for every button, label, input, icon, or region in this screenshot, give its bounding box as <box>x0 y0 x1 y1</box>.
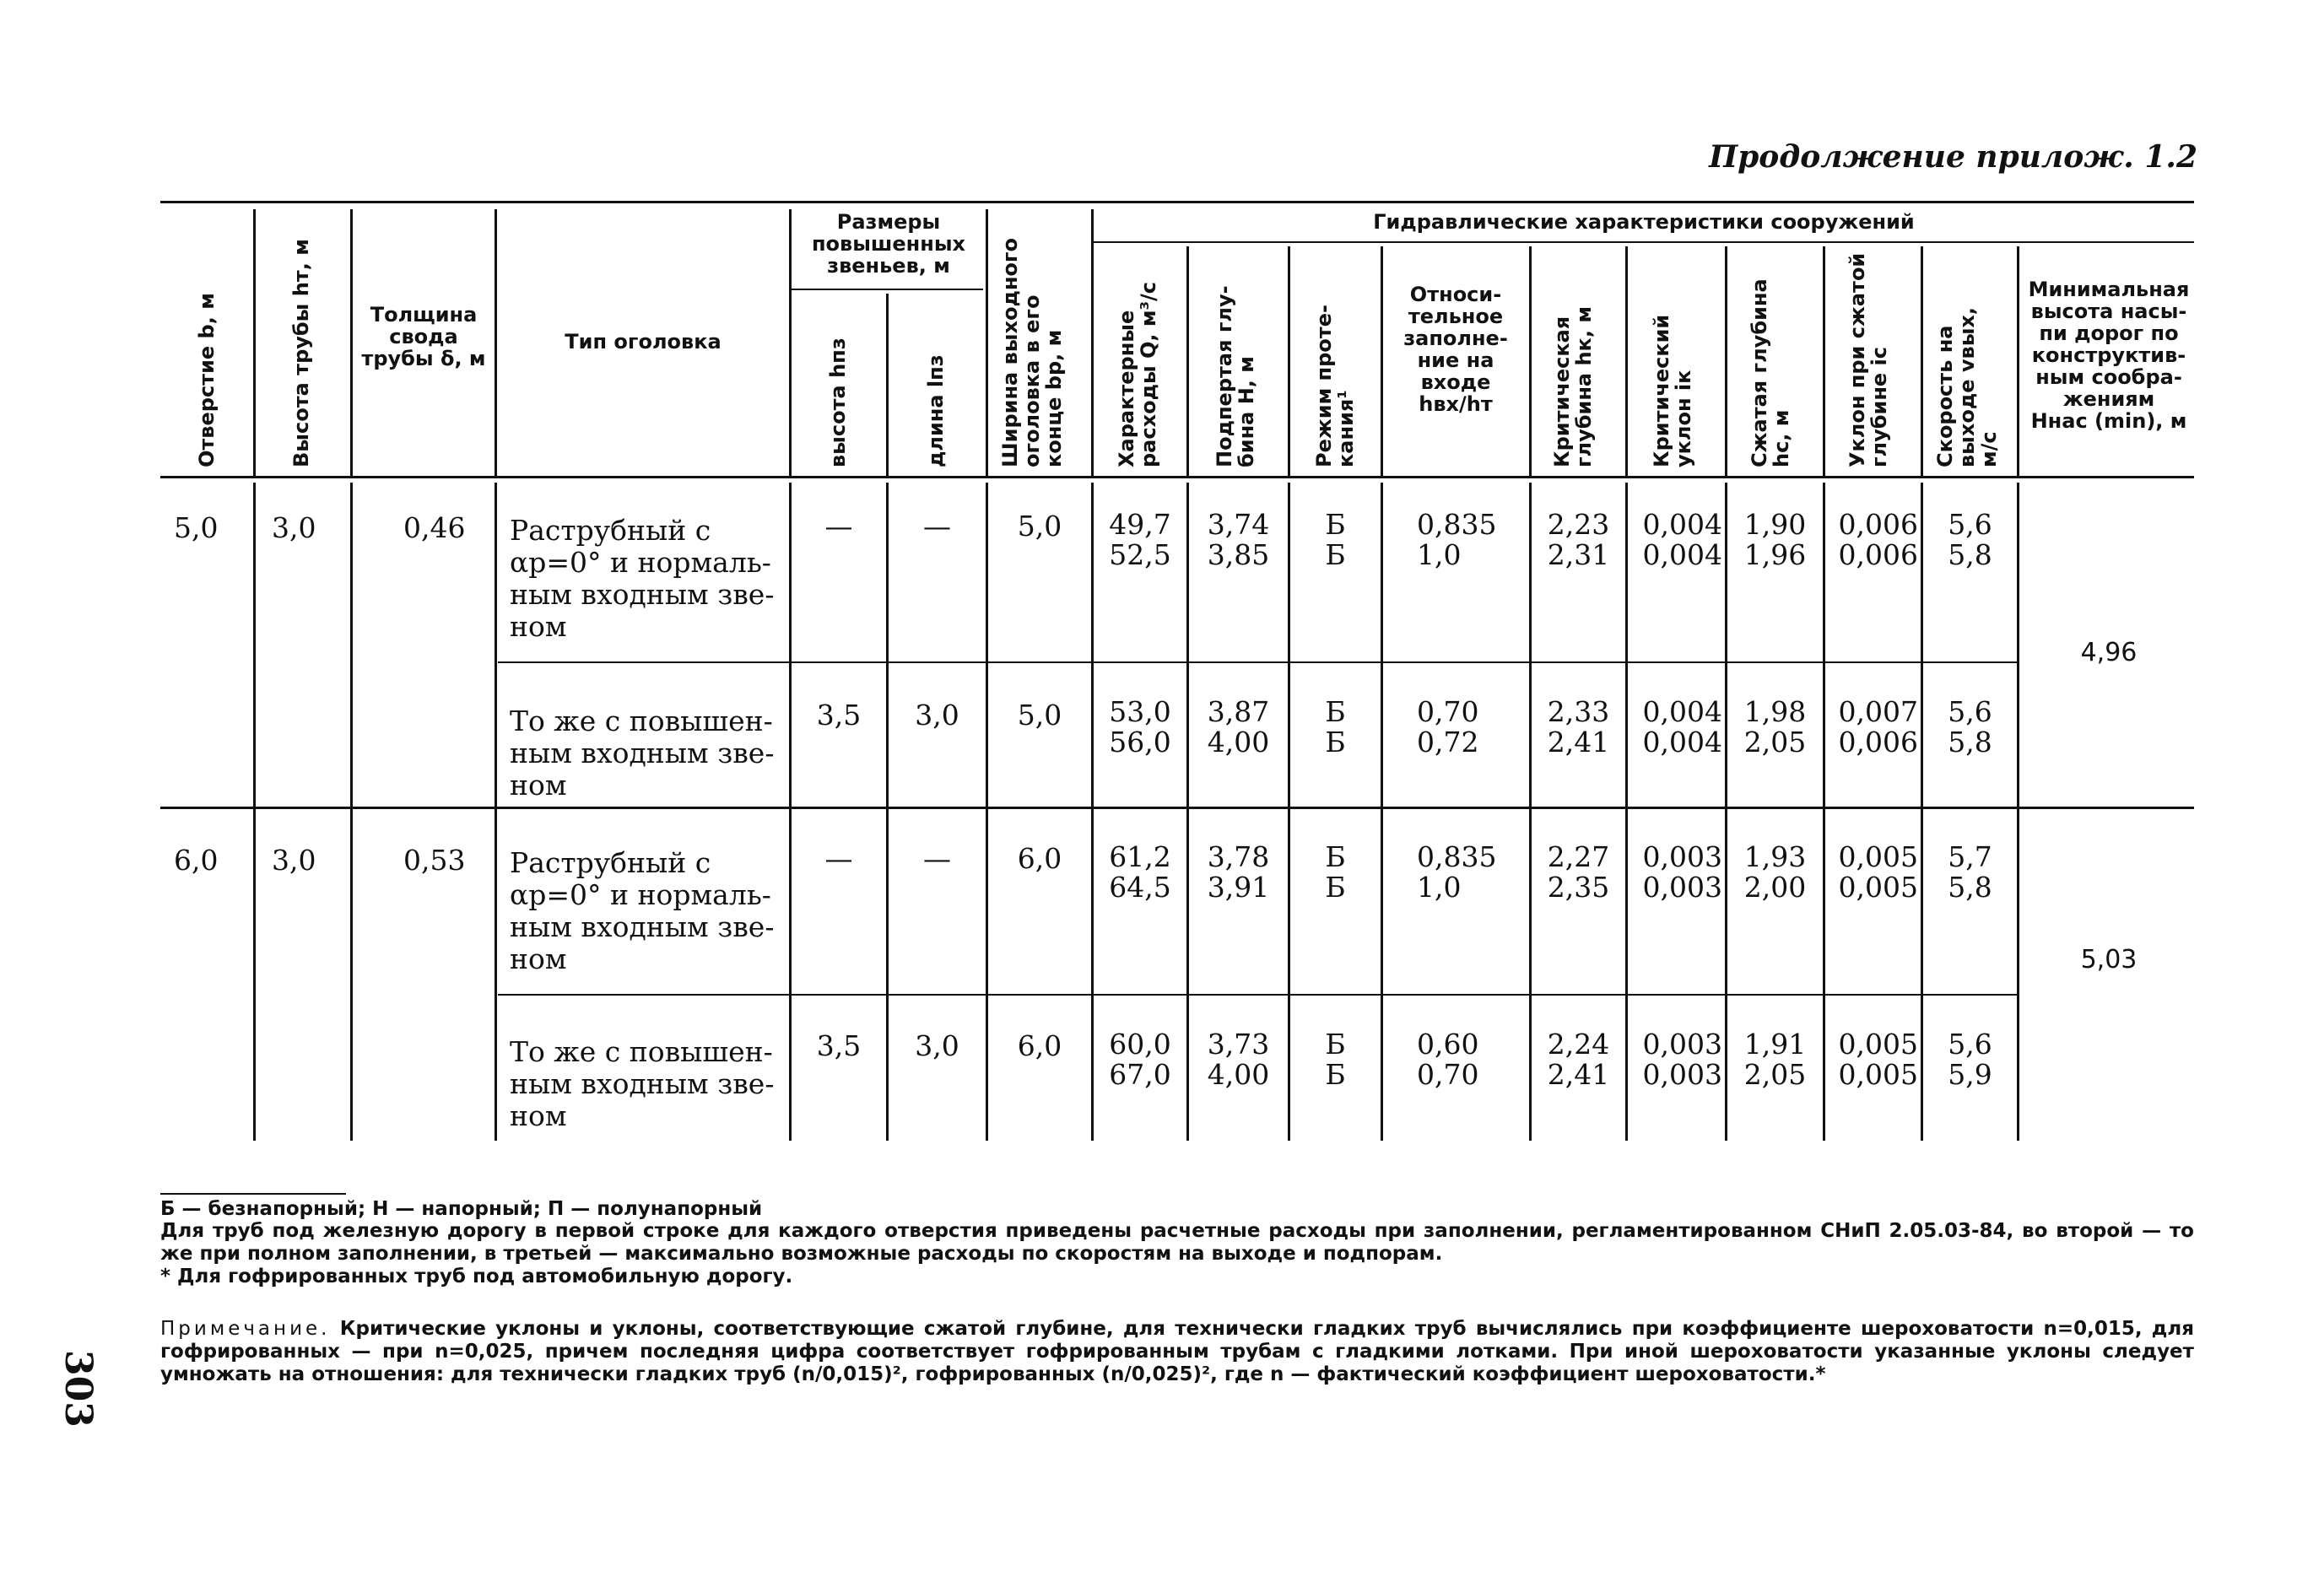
critical-slope-values: 0,003 0,003 <box>1642 840 1722 904</box>
col-line <box>495 483 497 1141</box>
header-raised-length: длина lпз <box>924 354 948 467</box>
regime-values: Б Б <box>1325 1028 1346 1091</box>
pipe-height-value: 3,0 <box>272 844 316 877</box>
critical-slope-values: 0,003 0,003 <box>1642 1028 1722 1091</box>
col-line <box>1186 246 1189 478</box>
footnote-rule <box>160 1193 346 1195</box>
compressed-slope-values: 0,005 0,005 <box>1838 1028 1918 1091</box>
regime-values: Б Б <box>1325 840 1346 904</box>
compressed-slope-values: 0,005 0,005 <box>1838 840 1918 904</box>
header-hydraulic-group: Гидравлические характеристики сооружений <box>1373 210 1915 234</box>
header-critical-slope: Критический уклон iк <box>1650 314 1695 467</box>
compressed-slope-values: 0,006 0,006 <box>1838 508 1918 571</box>
outlet-width: 5,0 <box>1017 510 1062 542</box>
row-divider-2 <box>498 994 2017 996</box>
header-opening: Отверстие b, м <box>195 293 219 467</box>
head-type: Раструбный с αр=0° и нормаль- ным входным зве- ном <box>510 514 775 643</box>
raised-length: — <box>923 510 951 542</box>
table-top-rule <box>160 201 2194 203</box>
note-label: Примечание. <box>160 1318 331 1340</box>
header-vault-thickness: Толщина свода трубы δ, м <box>361 303 486 370</box>
flow-values: 49,7 52,5 <box>1109 508 1171 571</box>
header-critical-depth: Критическая глубина hк, м <box>1550 306 1596 467</box>
velocity-values: 5,6 5,8 <box>1948 508 1992 571</box>
header-outlet-width: Ширина выходного оголовка в его конце bр, м <box>998 238 1066 467</box>
raised-height: 3,5 <box>816 1029 862 1062</box>
critical-slope-values: 0,004 0,004 <box>1642 508 1722 571</box>
hydraulic-group-rule <box>1094 241 2194 243</box>
backwater-values: 3,78 3,91 <box>1207 840 1270 904</box>
header-pipe-height: Высота трубы hт, м <box>289 239 313 467</box>
critical-depth-values: 2,24 2,41 <box>1547 1028 1610 1091</box>
page-number: 303 <box>57 1350 100 1428</box>
regime-values: Б Б <box>1325 695 1346 758</box>
header-compressed-slope: Уклон при сжатой глубине iс <box>1846 252 1891 467</box>
col-line <box>253 483 256 1141</box>
col-line <box>1529 246 1532 478</box>
footnote-corrugated: * Для гофрированных труб под автомобильную дорогу. <box>160 1266 793 1287</box>
velocity-values: 5,6 5,8 <box>1948 695 1992 758</box>
head-type: Раструбный с αр=0° и нормаль- ным входным зве- ном <box>510 846 775 975</box>
header-outlet-velocity: Скорость на выходе vвых, м/с <box>1933 306 2001 467</box>
header-backwater: Подпертая глу- бина H, м <box>1213 285 1258 467</box>
header-raised-height: высота hпз <box>826 337 850 467</box>
vault-value: 0,53 <box>403 844 466 877</box>
backwater-values: 3,74 3,85 <box>1207 508 1270 571</box>
header-relative-fill: Относи- тельное заполне- ние на входе hвх/hт <box>1403 283 1508 416</box>
footnote-regime: Б — безнапорный; Н — напорный; П — полунапорный <box>160 1198 763 1220</box>
col-line <box>1381 246 1383 478</box>
compressed-depth-values: 1,90 1,96 <box>1743 508 1807 571</box>
col-line <box>1091 209 1094 478</box>
col-line <box>1288 246 1290 478</box>
header-regime: Режим проте- кания¹ <box>1312 305 1358 467</box>
fill-values: 0,835 1,0 <box>1417 508 1497 571</box>
fill-values: 0,60 0,70 <box>1417 1028 1479 1091</box>
col-line <box>350 483 353 1141</box>
vault-value: 0,46 <box>403 511 466 544</box>
col-line <box>2017 483 2019 1141</box>
header-raised-links: Размеры повышенных звеньев, м <box>811 210 966 278</box>
flow-values: 53,0 56,0 <box>1109 695 1171 758</box>
col-line <box>1823 246 1825 478</box>
header-compressed-depth: Сжатая глубина hс, м <box>1748 278 1793 467</box>
continuation-title: Продолжение прилож. 1.2 <box>1709 139 2197 175</box>
fill-values: 0,70 0,72 <box>1417 695 1479 758</box>
min-embankment-value: 5,03 <box>2080 945 2138 974</box>
raised-height: 3,5 <box>816 699 862 731</box>
flow-values: 60,0 67,0 <box>1109 1028 1171 1091</box>
critical-depth-values: 2,33 2,41 <box>1547 695 1610 758</box>
critical-slope-values: 0,004 0,004 <box>1642 695 1722 758</box>
outlet-width: 6,0 <box>1017 842 1062 875</box>
velocity-values: 5,7 5,8 <box>1948 840 1992 904</box>
col-line <box>253 209 256 478</box>
min-embankment-value: 4,96 <box>2080 638 2138 667</box>
backwater-values: 3,87 4,00 <box>1207 695 1270 758</box>
header-bottom-rule <box>160 476 2194 478</box>
note <box>160 1318 2194 1386</box>
col-line <box>1625 246 1628 478</box>
compressed-depth-values: 1,98 2,05 <box>1743 695 1807 758</box>
head-type: То же с повышен- ным входным зве- ном <box>510 704 775 802</box>
critical-depth-values: 2,23 2,31 <box>1547 508 1610 571</box>
outlet-width: 6,0 <box>1017 1029 1062 1062</box>
pipe-height-value: 3,0 <box>272 511 316 544</box>
header-head-type: Тип оголовка <box>565 330 722 354</box>
flow-values: 61,2 64,5 <box>1109 840 1171 904</box>
raised-links-rule <box>789 289 983 290</box>
head-type: То же с повышен- ным входным зве- ном <box>510 1035 775 1132</box>
opening-value: 5,0 <box>174 511 219 544</box>
velocity-values: 5,6 5,9 <box>1948 1028 1992 1091</box>
opening-value: 6,0 <box>174 844 219 877</box>
row-divider-1 <box>498 661 2017 663</box>
outlet-width: 5,0 <box>1017 699 1062 731</box>
raised-length: — <box>923 842 951 875</box>
compressed-depth-values: 1,93 2,00 <box>1743 840 1807 904</box>
col-line <box>2017 246 2019 478</box>
backwater-values: 3,73 4,00 <box>1207 1028 1270 1091</box>
col-line <box>986 209 988 478</box>
compressed-depth-values: 1,91 2,05 <box>1743 1028 1807 1091</box>
critical-depth-values: 2,27 2,35 <box>1547 840 1610 904</box>
raised-height: — <box>824 842 853 875</box>
header-flows: Характерные расходы Q, м³/с <box>1115 281 1160 467</box>
footnote-flows: Для труб под железную дорогу в первой строке для каждого отверстия приведены расчетные расходы при заполнении, регламентированном СНиП 2.05.03-84, во второй — то же при полном заполнении, в третьей — максимально возможные расходы по скоростям на выходе и подпорам. <box>160 1220 2194 1265</box>
col-line <box>886 294 889 478</box>
header-min-embankment: Минимальная высота насы- пи дорог по конструктив- ным сообра- жениям Hнас (min), м <box>2028 278 2190 433</box>
regime-values: Б Б <box>1325 508 1346 571</box>
group-divider <box>160 807 2194 809</box>
raised-length: 3,0 <box>915 699 959 731</box>
raised-height: — <box>824 510 853 542</box>
col-line <box>1921 246 1923 478</box>
note-text: Критические уклоны и уклоны, соответствующие сжатой глубине, для технически гладких труб вычислялись при коэффициенте шероховатости n=0,015, для гофрированных — при n=0,025, причем последняя цифра соответствует гофрированным трубам с гладкими лотками. При иной шероховатости указанные уклоны следует умножать на отношения: для технически гладких труб (n/0,015)², гофрированных (n/0,025)², где n — фактический коэффициент шероховатости.* <box>160 1318 2194 1385</box>
col-line <box>1725 246 1727 478</box>
compressed-slope-values: 0,007 0,006 <box>1838 695 1918 758</box>
raised-length: 3,0 <box>915 1029 959 1062</box>
fill-values: 0,835 1,0 <box>1417 840 1497 904</box>
